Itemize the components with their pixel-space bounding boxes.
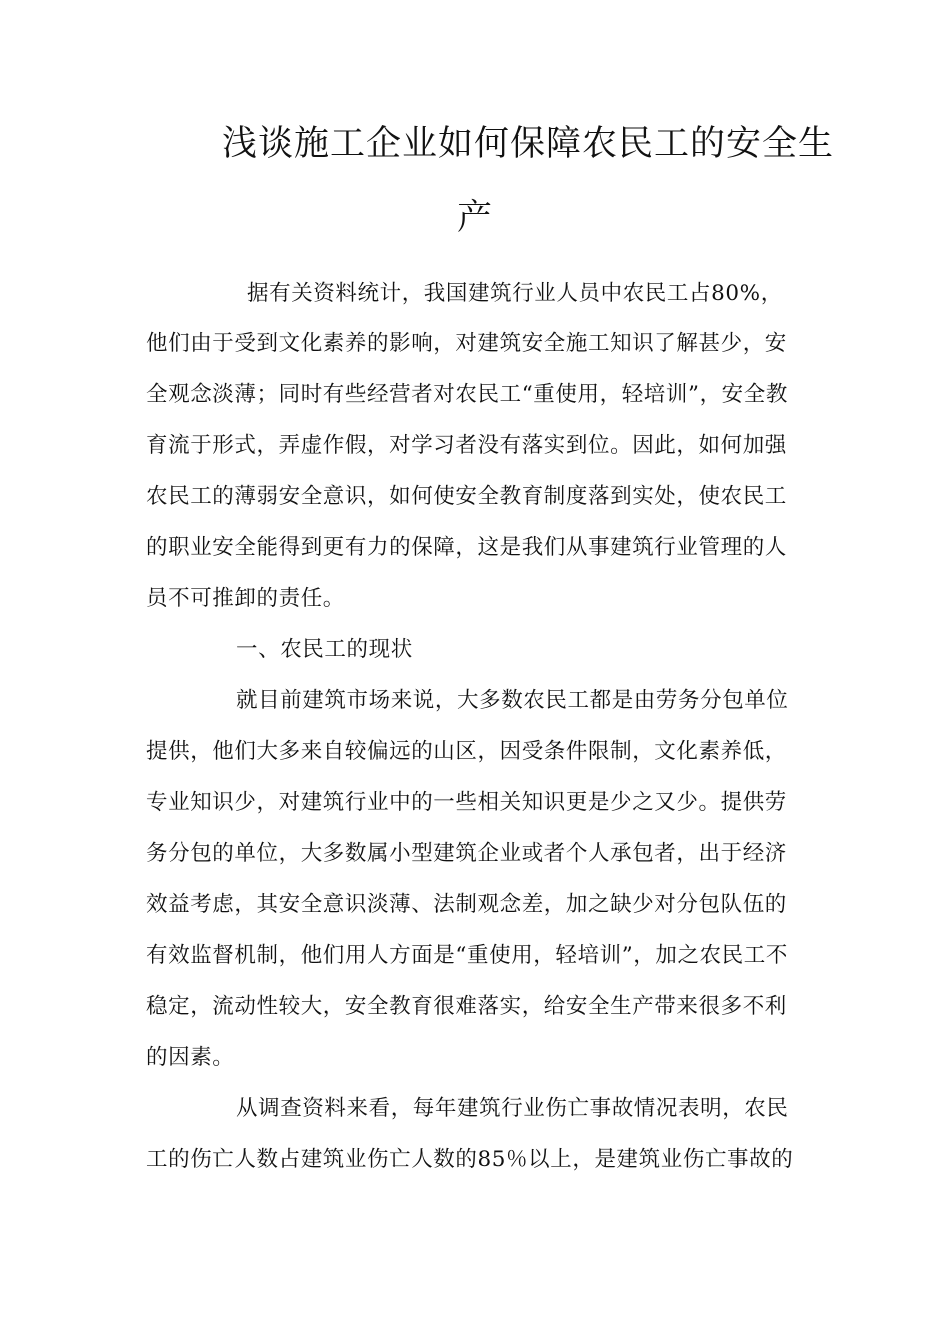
paragraph-line: 务分包的单位，大多数属小型建筑企业或者个人承包者，出于经济 xyxy=(146,841,787,866)
paragraph-line: 员不可推卸的责任。 xyxy=(146,586,345,611)
paragraph-line: 有效监督机制，他们用人方面是“重使用，轻培训”，加之农民工不 xyxy=(146,943,788,968)
paragraph-line: 全观念淡薄；同时有些经营者对农民工“重使用，轻培训”，安全教 xyxy=(146,382,788,407)
paragraph-line: 从调查资料来看，每年建筑行业伤亡事故情况表明，农民 xyxy=(236,1096,789,1121)
section-heading: 一、农民工的现状 xyxy=(236,637,413,662)
document-title-line-2: 产 xyxy=(456,198,493,238)
paragraph-line: 就目前建筑市场来说，大多数农民工都是由劳务分包单位 xyxy=(236,688,789,713)
paragraph-line: 效益考虑，其安全意识淡薄、法制观念差，加之缺少对分包队伍的 xyxy=(146,892,787,917)
paragraph-line: 专业知识少，对建筑行业中的一些相关知识更是少之又少。提供劳 xyxy=(146,790,787,815)
paragraph-line: 稳定，流动性较大，安全教育很难落实，给安全生产带来很多不利 xyxy=(146,994,787,1019)
paragraph-line: 提供，他们大多来自较偏远的山区，因受条件限制，文化素养低， xyxy=(146,739,787,764)
paragraph-line: 的因素。 xyxy=(146,1045,235,1070)
paragraph-line: 据有关资料统计，我国建筑行业人员中农民工占80%， xyxy=(247,281,783,306)
paragraph-line: 工的伤亡人数占建筑业伤亡人数的85％以上，是建筑业伤亡事故的 xyxy=(146,1147,794,1172)
document-title-line-1: 浅谈施工企业如何保障农民工的安全生 xyxy=(222,124,835,164)
paragraph-line: 农民工的薄弱安全意识，如何使安全教育制度落到实处，使农民工 xyxy=(146,484,787,509)
paragraph-line: 的职业安全能得到更有力的保障，这是我们从事建筑行业管理的人 xyxy=(146,535,787,560)
paragraph-line: 育流于形式，弄虚作假，对学习者没有落实到位。因此，如何加强 xyxy=(146,433,787,458)
paragraph-line: 他们由于受到文化素养的影响，对建筑安全施工知识了解甚少，安 xyxy=(146,331,787,356)
